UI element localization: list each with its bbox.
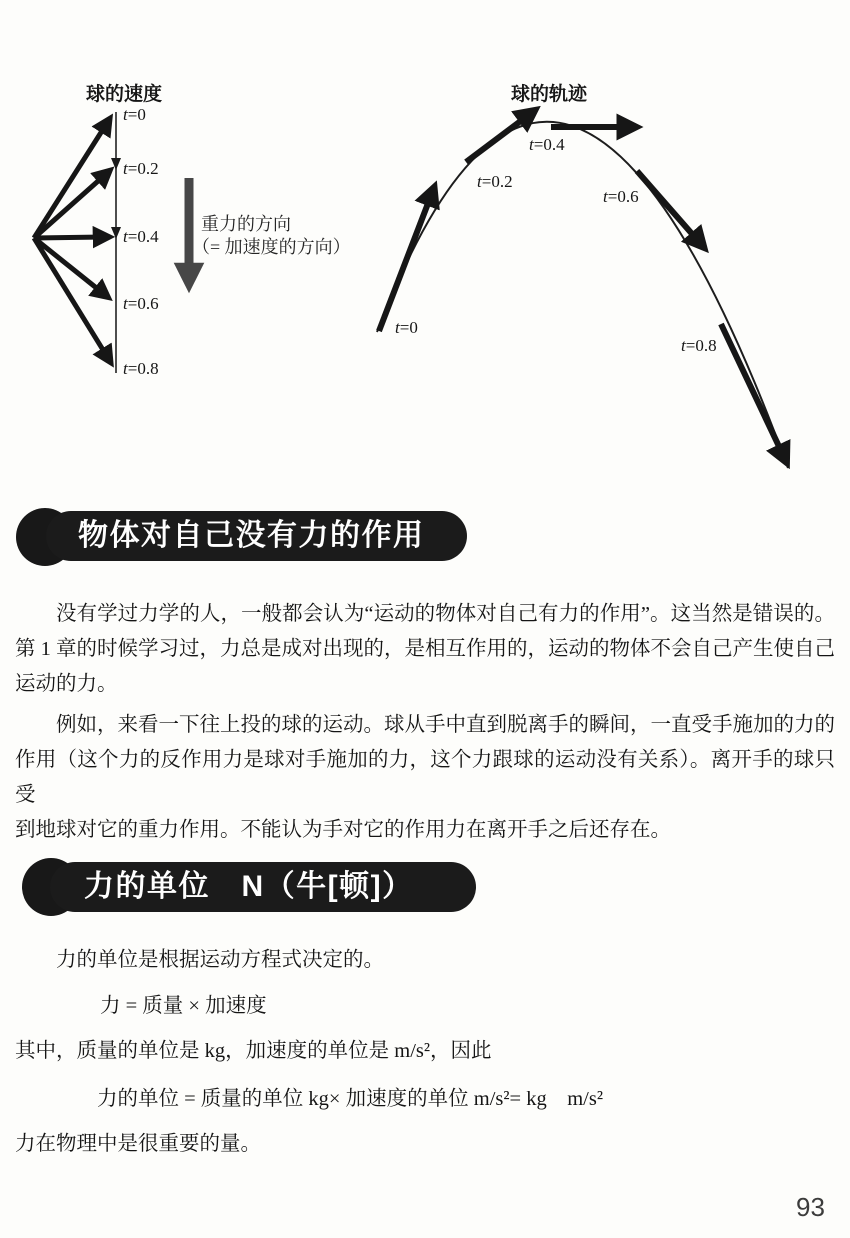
time-label-t0.2: t=0.2 — [477, 172, 513, 191]
kinematics-diagrams — [0, 0, 850, 495]
page-number: 93 — [796, 1192, 825, 1222]
section2-intro: 力的单位是根据运动方程式决定的。 — [56, 949, 384, 971]
section1-header — [0, 506, 520, 568]
time-label-t0: t=0 — [123, 105, 146, 124]
unit-explanation-line: 其中，质量的单位是 kg，加速度的单位是 m/s²，因此 — [15, 1040, 492, 1062]
trajectory-diagram-title: 球的轨迹 — [511, 84, 588, 105]
section1-title: 物体对自己没有力的作用 — [46, 511, 467, 561]
paragraph-line: 作用（这个力的反作用力是球对手施加的力，这个力跟球的运动没有关系）。离开手的球只受 — [15, 748, 835, 807]
paragraph-line: 第 1 章的时候学习过，力总是成对出现的，是相互作用的，运动的物体不会自己产生使自己 — [15, 638, 835, 661]
gravity-caption-line1: 重力的方向 — [201, 214, 291, 234]
trajectory-velocity-t0.8 — [721, 324, 784, 457]
time-label-t0: t=0 — [395, 318, 418, 337]
paragraph-line: 到地球对它的重力作用。不能认为手对它的作用力在离开手之后还存在。 — [15, 819, 671, 842]
force-unit-formula: 力的单位 = 质量的单位 kg× 加速度的单位 m/s²= kg m/s² — [97, 1088, 603, 1110]
trajectory-diagram — [377, 82, 788, 468]
time-label-t0.6: t=0.6 — [123, 294, 159, 313]
paragraph-line: 没有学过力学的人，一般都会认为“运动的物体对自己有力的作用”。这当然是错误的。 — [56, 603, 835, 625]
paragraph-line: 运动的力。 — [15, 673, 118, 696]
delta-v-arrowhead — [111, 227, 121, 239]
velocity-vector-t0.4 — [34, 237, 104, 238]
delta-v-arrowhead — [111, 158, 121, 170]
gravity-caption-line2: （= 加速度的方向） — [192, 237, 351, 257]
velocity-diagram-title: 球的速度 — [86, 84, 163, 105]
velocity-vector-t0.8 — [34, 238, 108, 358]
time-label-t0.8: t=0.8 — [681, 336, 717, 355]
trajectory-velocity-t0.6 — [637, 171, 700, 243]
section2-outro: 力在物理中是很重要的量。 — [15, 1133, 261, 1155]
velocity-diagram — [34, 82, 351, 378]
section2-title: 力的单位 N（牛[顿]） — [50, 862, 476, 912]
trajectory-curve — [377, 122, 788, 468]
time-label-t0.6: t=0.6 — [603, 187, 639, 206]
section2-header — [0, 856, 520, 918]
force-formula: 力 = 质量 × 加速度 — [100, 995, 267, 1017]
paragraph-line: 例如，来看一下往上投的球的运动。球从手中直到脱离手的瞬间，一直受手施加的力的 — [56, 713, 835, 736]
section1-body — [15, 597, 835, 848]
time-label-t0.4: t=0.4 — [123, 227, 159, 246]
time-label-t0.4: t=0.4 — [529, 135, 565, 154]
trajectory-velocity-t0.2 — [466, 114, 530, 162]
trajectory-velocity-t0 — [379, 193, 432, 331]
velocity-vector-t0.6 — [34, 238, 104, 294]
time-label-t0.2: t=0.2 — [123, 159, 159, 178]
time-label-t0.8: t=0.8 — [123, 359, 159, 378]
